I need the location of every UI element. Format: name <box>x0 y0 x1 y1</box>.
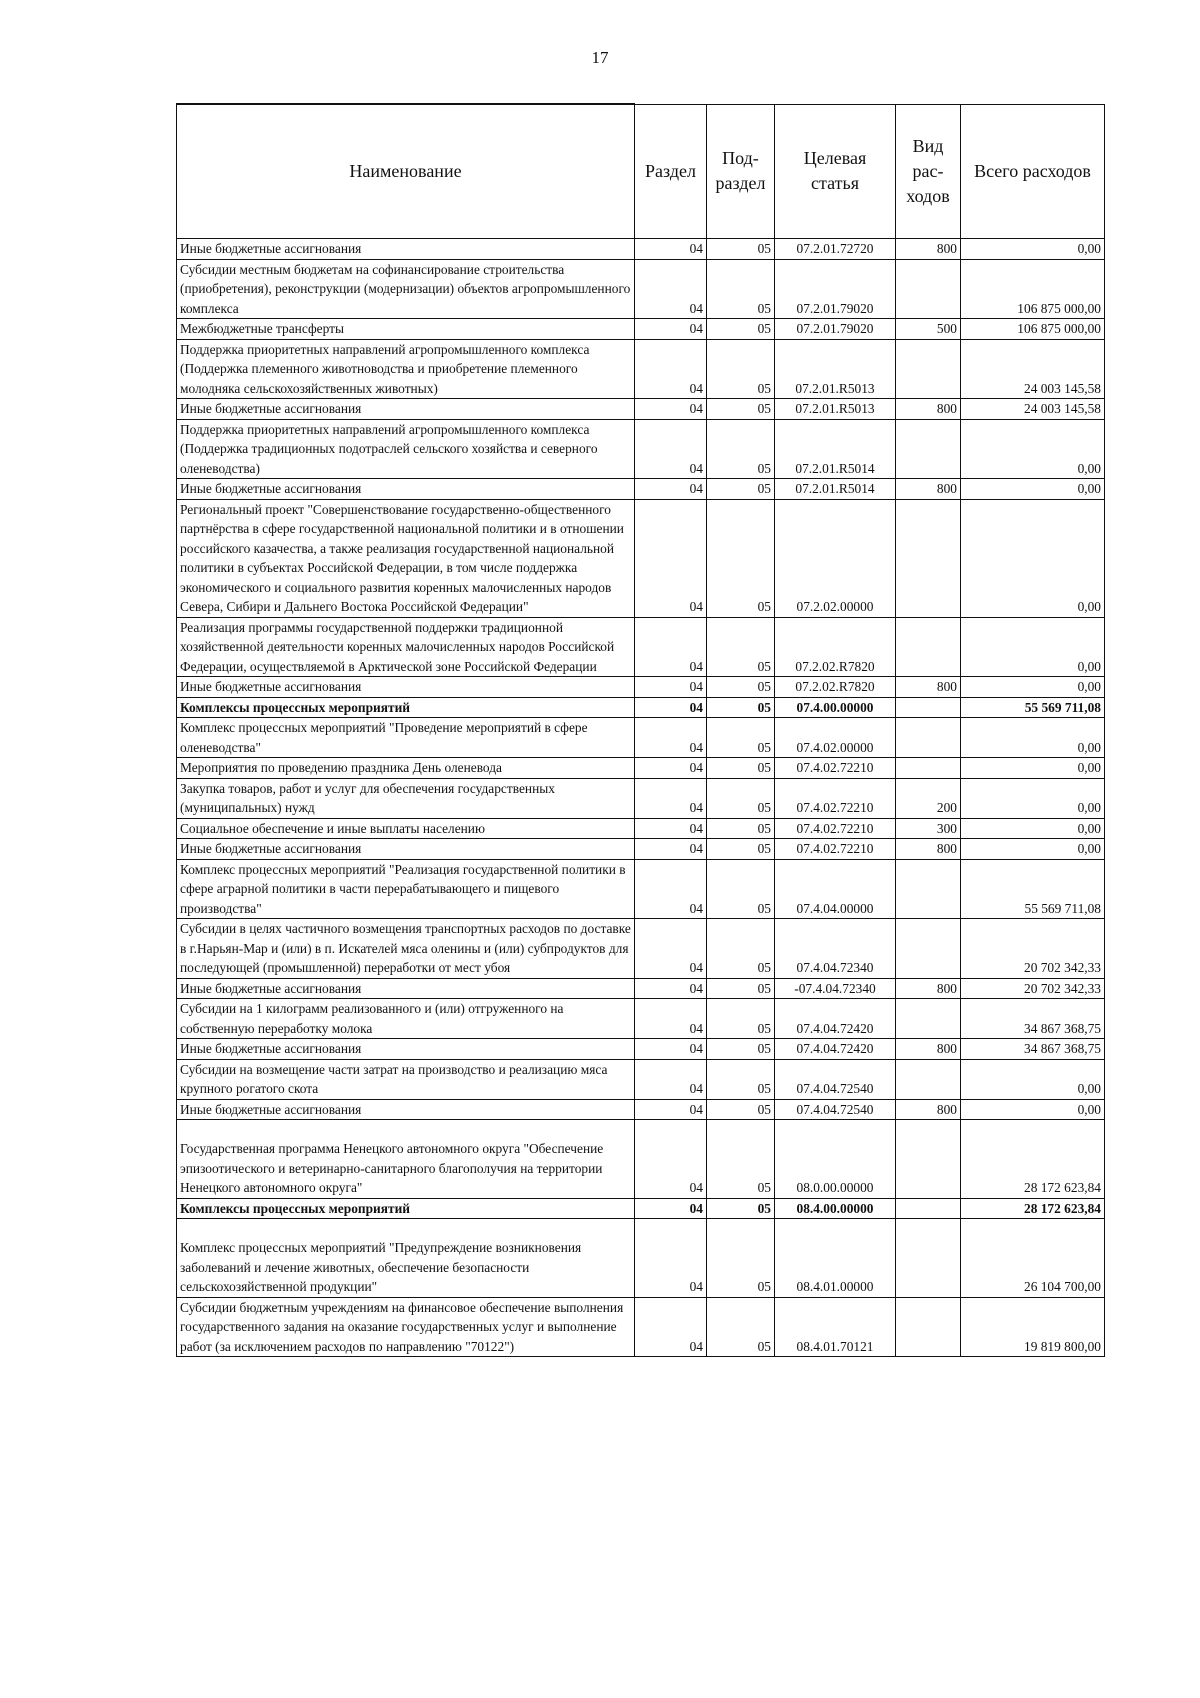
cell-expense-kind <box>896 859 961 919</box>
cell-expense-kind <box>896 919 961 979</box>
cell-section: 04 <box>635 1297 707 1357</box>
cell-section: 04 <box>635 818 707 839</box>
cell-section: 04 <box>635 399 707 420</box>
cell-section: 04 <box>635 617 707 677</box>
cell-target-article: 07.4.04.72420 <box>775 1039 896 1060</box>
cell-expense-kind <box>896 758 961 779</box>
cell-subsection: 05 <box>707 419 775 479</box>
cell-name: Социальное обеспечение и иные выплаты населению <box>177 818 635 839</box>
cell-expense-kind <box>896 697 961 718</box>
cell-target-article: 07.4.04.72420 <box>775 999 896 1039</box>
cell-total: 24 003 145,58 <box>961 339 1105 399</box>
cell-total: 0,00 <box>961 778 1105 818</box>
cell-expense-kind <box>896 718 961 758</box>
cell-expense-kind <box>896 499 961 617</box>
table-row <box>177 419 1105 479</box>
cell-expense-kind: 800 <box>896 239 961 260</box>
cell-target-article: 07.4.02.72210 <box>775 839 896 860</box>
cell-subsection: 05 <box>707 1039 775 1060</box>
cell-expense-kind <box>896 1120 961 1199</box>
cell-section: 04 <box>635 499 707 617</box>
cell-section: 04 <box>635 1059 707 1099</box>
table-row <box>177 1039 1105 1060</box>
table-row <box>177 259 1105 319</box>
cell-total: 0,00 <box>961 419 1105 479</box>
cell-expense-kind: 800 <box>896 1039 961 1060</box>
table-row <box>177 1219 1105 1298</box>
table-row <box>177 319 1105 340</box>
cell-section: 04 <box>635 758 707 779</box>
cell-subsection: 05 <box>707 479 775 500</box>
cell-target-article: 08.4.00.00000 <box>775 1198 896 1219</box>
cell-expense-kind: 800 <box>896 978 961 999</box>
cell-total: 55 569 711,08 <box>961 859 1105 919</box>
cell-total: 19 819 800,00 <box>961 1297 1105 1357</box>
cell-section: 04 <box>635 259 707 319</box>
cell-expense-kind <box>896 1059 961 1099</box>
cell-total: 106 875 000,00 <box>961 319 1105 340</box>
table-row <box>177 919 1105 979</box>
cell-section: 04 <box>635 999 707 1039</box>
cell-name: Иные бюджетные ассигнования <box>177 239 635 260</box>
cell-expense-kind <box>896 999 961 1039</box>
page-number: 17 <box>591 48 609 67</box>
table-row <box>177 697 1105 718</box>
table-row <box>177 677 1105 698</box>
cell-target-article: 07.2.01.79020 <box>775 319 896 340</box>
cell-subsection: 05 <box>707 919 775 979</box>
cell-section: 04 <box>635 339 707 399</box>
cell-section: 04 <box>635 839 707 860</box>
cell-section: 04 <box>635 1198 707 1219</box>
cell-name: Закупка товаров, работ и услуг для обеспечения государственных (муниципальных) нужд <box>177 778 635 818</box>
cell-target-article: 08.4.01.00000 <box>775 1219 896 1298</box>
cell-section: 04 <box>635 479 707 500</box>
cell-total: 28 172 623,84 <box>961 1120 1105 1199</box>
table-row <box>177 978 1105 999</box>
cell-name: Субсидии бюджетным учреждениям на финансовое обеспечение выполнения государственного задания на оказание государственных услуг и выполнение работ (за исключением расходов по направлению "70122") <box>177 1297 635 1357</box>
cell-total: 0,00 <box>961 1059 1105 1099</box>
cell-target-article: 07.2.01.72720 <box>775 239 896 260</box>
cell-name: Комплексы процессных мероприятий <box>177 1198 635 1219</box>
cell-target-article: 07.2.01.79020 <box>775 259 896 319</box>
cell-subsection: 05 <box>707 1120 775 1199</box>
cell-total: 0,00 <box>961 758 1105 779</box>
cell-subsection: 05 <box>707 499 775 617</box>
cell-target-article: 07.4.02.72210 <box>775 758 896 779</box>
cell-target-article: 07.4.00.00000 <box>775 697 896 718</box>
cell-target-article: 08.0.00.00000 <box>775 1120 896 1199</box>
cell-subsection: 05 <box>707 818 775 839</box>
table-row <box>177 999 1105 1039</box>
cell-section: 04 <box>635 1120 707 1199</box>
cell-subsection: 05 <box>707 339 775 399</box>
cell-subsection: 05 <box>707 677 775 698</box>
cell-subsection: 05 <box>707 839 775 860</box>
cell-expense-kind <box>896 259 961 319</box>
cell-total: 28 172 623,84 <box>961 1198 1105 1219</box>
table-row <box>177 758 1105 779</box>
cell-subsection: 05 <box>707 1297 775 1357</box>
cell-section: 04 <box>635 978 707 999</box>
cell-name: Региональный проект "Совершенствование государственно-общественного партнёрства в сфере государственной национальной политики и в отношении российского казачества, а также реализация государственной национальной политики в субъектах Российской Федерации, в том числе поддержка экономического и социального развития коренных малочисленных народов Севера, Сибири и Дальнего Востока Российской Федерации" <box>177 499 635 617</box>
cell-subsection: 05 <box>707 859 775 919</box>
cell-expense-kind <box>896 617 961 677</box>
cell-name: Поддержка приоритетных направлений агропромышленного комплекса (Поддержка племенного животноводства и приобретение племенного молодняка сельскохозяйственных животных) <box>177 339 635 399</box>
table-row <box>177 239 1105 260</box>
cell-subsection: 05 <box>707 978 775 999</box>
cell-total: 34 867 368,75 <box>961 1039 1105 1060</box>
cell-target-article: 07.2.02.R7820 <box>775 677 896 698</box>
cell-expense-kind: 800 <box>896 677 961 698</box>
cell-subsection: 05 <box>707 1099 775 1120</box>
cell-expense-kind: 800 <box>896 839 961 860</box>
cell-name: Иные бюджетные ассигнования <box>177 978 635 999</box>
cell-expense-kind <box>896 339 961 399</box>
cell-expense-kind: 800 <box>896 479 961 500</box>
cell-target-article: 07.2.01.R5014 <box>775 479 896 500</box>
cell-target-article: 07.4.04.72340 <box>775 919 896 979</box>
budget-table <box>176 103 1105 1357</box>
cell-target-article: 07.4.04.72540 <box>775 1099 896 1120</box>
table-row <box>177 617 1105 677</box>
cell-total: 0,00 <box>961 617 1105 677</box>
cell-expense-kind: 800 <box>896 399 961 420</box>
cell-target-article: 07.2.01.R5014 <box>775 419 896 479</box>
cell-expense-kind <box>896 419 961 479</box>
cell-section: 04 <box>635 718 707 758</box>
cell-section: 04 <box>635 1099 707 1120</box>
cell-total: 0,00 <box>961 479 1105 500</box>
cell-name: Комплекс процессных мероприятий "Реализация государственной политики в сфере аграрной политики в части перерабатывающего и пищевого производства" <box>177 859 635 919</box>
cell-total: 106 875 000,00 <box>961 259 1105 319</box>
cell-target-article: 07.2.01.R5013 <box>775 399 896 420</box>
table-row <box>177 839 1105 860</box>
cell-subsection: 05 <box>707 1059 775 1099</box>
cell-subsection: 05 <box>707 319 775 340</box>
table-row <box>177 778 1105 818</box>
cell-total: 55 569 711,08 <box>961 697 1105 718</box>
table-row <box>177 1297 1105 1357</box>
cell-name: Субсидии местным бюджетам на софинансирование строительства (приобретения), реконструкции (модернизации) объектов агропромышленного комплекса <box>177 259 635 319</box>
cell-total: 20 702 342,33 <box>961 919 1105 979</box>
cell-name: Иные бюджетные ассигнования <box>177 399 635 420</box>
cell-section: 04 <box>635 859 707 919</box>
cell-target-article: 07.4.02.72210 <box>775 818 896 839</box>
table-row <box>177 718 1105 758</box>
cell-expense-kind: 300 <box>896 818 961 839</box>
cell-subsection: 05 <box>707 1198 775 1219</box>
cell-total: 0,00 <box>961 239 1105 260</box>
cell-total: 0,00 <box>961 499 1105 617</box>
table-body <box>177 239 1105 1357</box>
cell-expense-kind: 200 <box>896 778 961 818</box>
cell-section: 04 <box>635 1039 707 1060</box>
cell-total: 0,00 <box>961 718 1105 758</box>
cell-expense-kind: 500 <box>896 319 961 340</box>
table-row <box>177 818 1105 839</box>
header-total: Всего расходов <box>961 104 1105 239</box>
cell-expense-kind <box>896 1198 961 1219</box>
cell-total: 0,00 <box>961 818 1105 839</box>
cell-subsection: 05 <box>707 758 775 779</box>
cell-section: 04 <box>635 919 707 979</box>
table-row <box>177 399 1105 420</box>
cell-total: 0,00 <box>961 677 1105 698</box>
cell-subsection: 05 <box>707 617 775 677</box>
header-expense-kind: Вид рас- ходов <box>896 104 961 239</box>
cell-subsection: 05 <box>707 1219 775 1298</box>
cell-subsection: 05 <box>707 259 775 319</box>
table-row <box>177 1198 1105 1219</box>
cell-subsection: 05 <box>707 778 775 818</box>
cell-target-article: 07.4.04.00000 <box>775 859 896 919</box>
cell-name: Комплексы процессных мероприятий <box>177 697 635 718</box>
cell-target-article: 07.2.02.00000 <box>775 499 896 617</box>
cell-total: 26 104 700,00 <box>961 1219 1105 1298</box>
table-row <box>177 499 1105 617</box>
cell-subsection: 05 <box>707 399 775 420</box>
cell-name: Иные бюджетные ассигнования <box>177 1039 635 1060</box>
cell-target-article: 07.4.04.72540 <box>775 1059 896 1099</box>
cell-expense-kind <box>896 1219 961 1298</box>
cell-name: Поддержка приоритетных направлений агропромышленного комплекса (Поддержка традиционных подотраслей сельского хозяйства и северного оленеводства) <box>177 419 635 479</box>
table-header-row <box>177 104 1105 239</box>
cell-expense-kind <box>896 1297 961 1357</box>
table-row <box>177 479 1105 500</box>
cell-name: Реализация программы государственной поддержки традиционной хозяйственной деятельности коренных малочисленных народов Российской Федерации, осуществляемой в Арктической зоне Российской Федерации <box>177 617 635 677</box>
cell-section: 04 <box>635 419 707 479</box>
cell-name: Иные бюджетные ассигнования <box>177 677 635 698</box>
cell-name: Иные бюджетные ассигнования <box>177 479 635 500</box>
table-row <box>177 859 1105 919</box>
cell-section: 04 <box>635 319 707 340</box>
cell-total: 0,00 <box>961 839 1105 860</box>
cell-total: 20 702 342,33 <box>961 978 1105 999</box>
cell-subsection: 05 <box>707 999 775 1039</box>
cell-target-article: 07.4.02.72210 <box>775 778 896 818</box>
cell-section: 04 <box>635 697 707 718</box>
cell-target-article: -07.4.04.72340 <box>775 978 896 999</box>
header-subsection: Под- раздел <box>707 104 775 239</box>
header-section: Раздел <box>635 104 707 239</box>
cell-section: 04 <box>635 239 707 260</box>
cell-subsection: 05 <box>707 718 775 758</box>
cell-name: Иные бюджетные ассигнования <box>177 1099 635 1120</box>
cell-name: Иные бюджетные ассигнования <box>177 839 635 860</box>
header-target-article: Целевая статья <box>775 104 896 239</box>
table-row <box>177 1120 1105 1199</box>
cell-name: Государственная программа Ненецкого автономного округа "Обеспечение эпизоотического и ветеринарно-санитарного благополучия на территории Ненецкого автономного округа" <box>177 1120 635 1199</box>
cell-target-article: 07.4.02.00000 <box>775 718 896 758</box>
cell-name: Субсидии на возмещение части затрат на производство и реализацию мяса крупного рогатого скота <box>177 1059 635 1099</box>
cell-name: Комплекс процессных мероприятий "Предупреждение возникновения заболеваний и лечение животных, обеспечение безопасности сельскохозяйственной продукции" <box>177 1219 635 1298</box>
cell-section: 04 <box>635 677 707 698</box>
cell-target-article: 08.4.01.70121 <box>775 1297 896 1357</box>
cell-total: 34 867 368,75 <box>961 999 1105 1039</box>
cell-name: Межбюджетные трансферты <box>177 319 635 340</box>
cell-subsection: 05 <box>707 239 775 260</box>
cell-target-article: 07.2.01.R5013 <box>775 339 896 399</box>
cell-total: 24 003 145,58 <box>961 399 1105 420</box>
cell-target-article: 07.2.02.R7820 <box>775 617 896 677</box>
cell-subsection: 05 <box>707 697 775 718</box>
cell-section: 04 <box>635 1219 707 1298</box>
cell-name: Комплекс процессных мероприятий "Проведение мероприятий в сфере оленеводства" <box>177 718 635 758</box>
table-row <box>177 1099 1105 1120</box>
cell-name: Субсидии в целях частичного возмещения транспортных расходов по доставке в г.Нарьян-Мар и (или) в п. Искателей мяса оленины и (или) субпродуктов для последующей (промышленной) переработки от мест убоя <box>177 919 635 979</box>
cell-name: Мероприятия по проведению праздника День оленевода <box>177 758 635 779</box>
cell-name: Субсидии на 1 килограмм реализованного и (или) отгруженного на собственную переработку молока <box>177 999 635 1039</box>
table-row <box>177 1059 1105 1099</box>
table-row <box>177 339 1105 399</box>
cell-expense-kind: 800 <box>896 1099 961 1120</box>
header-name: Наименование <box>177 104 635 239</box>
cell-section: 04 <box>635 778 707 818</box>
cell-total: 0,00 <box>961 1099 1105 1120</box>
